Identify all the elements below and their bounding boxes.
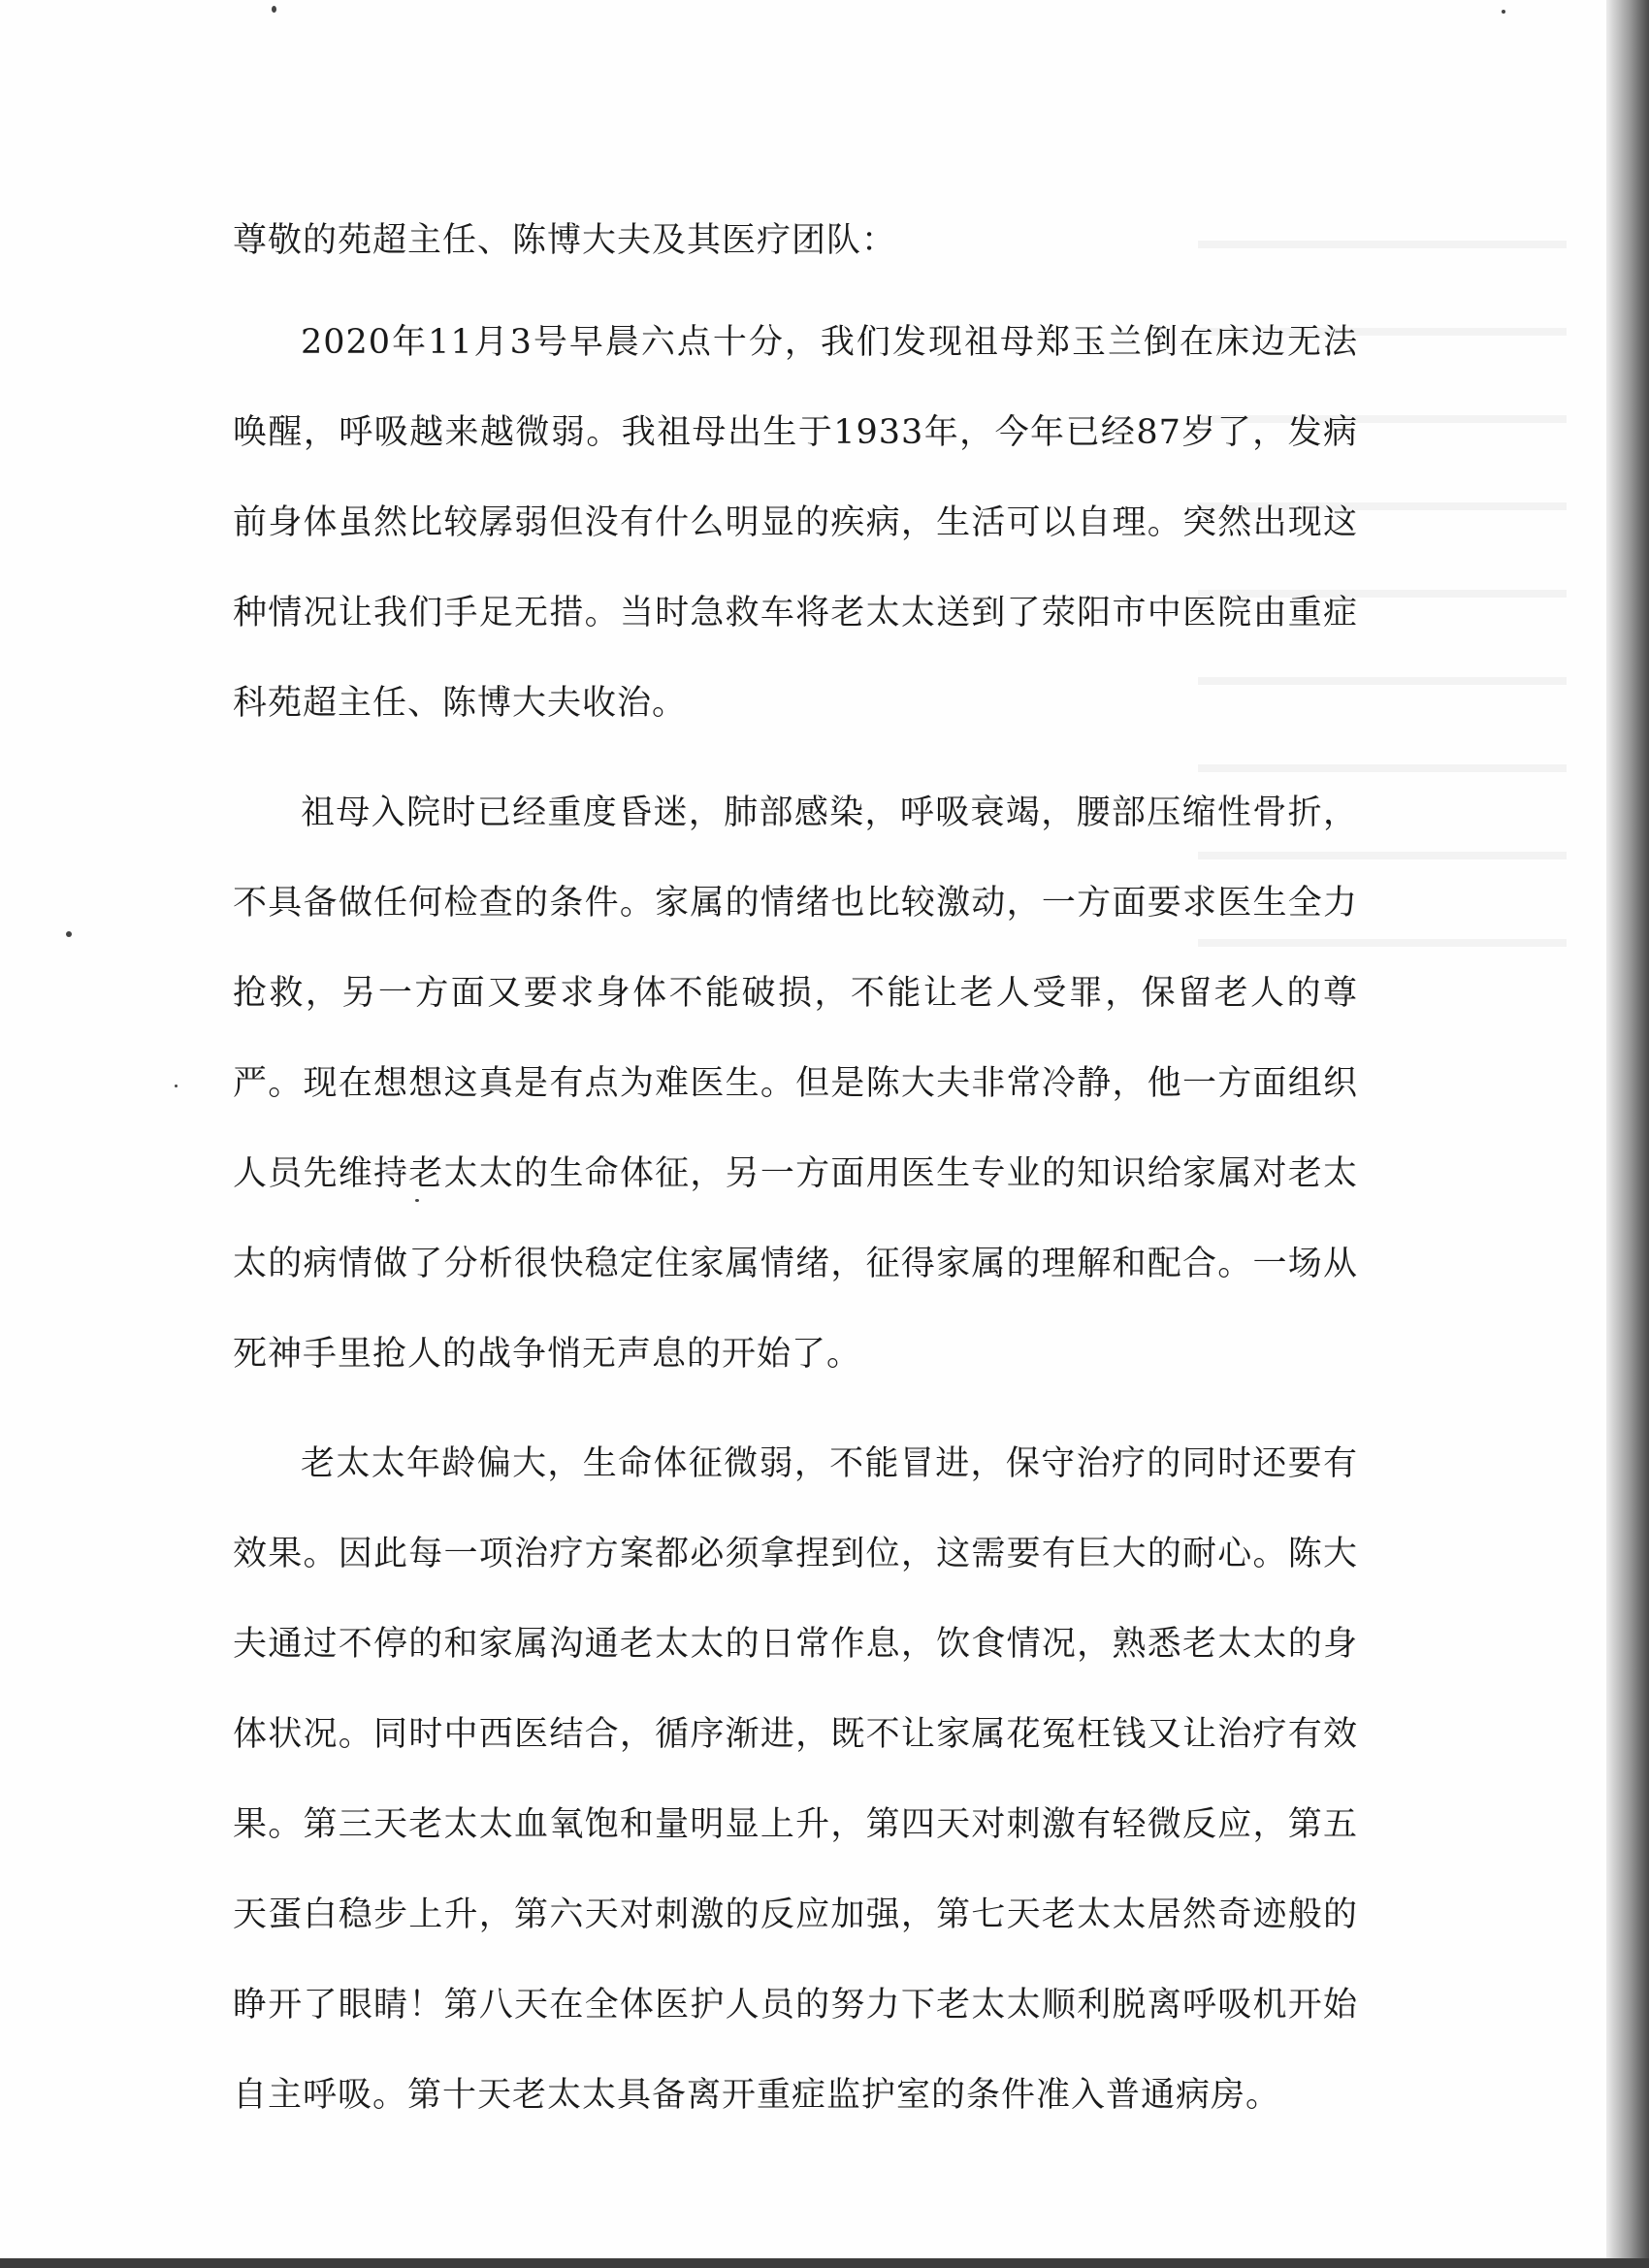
letter-salutation: 尊敬的苑超主任、陈博大夫及其医疗团队：	[233, 221, 897, 260]
scan-right-edge	[1606, 0, 1649, 2268]
scan-speck	[1502, 10, 1505, 14]
letter-paragraph-2: 祖母入院时已经重度昏迷，肺部感染，呼吸衰竭，腰部压缩性骨折，不具备做任何检查的条件。家属的情绪也比较激动，一方面要求医生全力抢救，另一方面又要求身体不能破损，不能让老人受罪，保留老人的尊严。现在想想这真是有点为难医生。但是陈大夫非常冷静，他一方面组织人员先维持老太太的生命体征，另一方面用医生专业的知识给家属对老太太的病情做了分析很快稳定住家属情绪，征得家属的理解和配合。一场从死神手里抢人的战争悄无声息的开始了。	[233, 794, 1358, 1374]
letter-paragraph-1: 2020年11月3号早晨六点十分，我们发现祖母郑玉兰倒在床边无法唤醒，呼吸越来越微弱。我祖母出生于1933年，今年已经87岁了，发病前身体虽然比较孱弱但没有什么明显的疾病，生活可以自理。突然出现这种情况让我们手足无措。当时急救车将老太太送到了荥阳市中医院由重症科苑超主任、陈博大夫收治。	[233, 323, 1358, 723]
scan-speck	[272, 6, 276, 13]
scan-speck	[66, 931, 72, 937]
scan-bottom-edge	[0, 2258, 1649, 2268]
letter-body	[233, 211, 1358, 2141]
letter-paragraph-3: 老太太年龄偏大，生命体征微弱，不能冒进，保守治疗的同时还要有效果。因此每一项治疗方案都必须拿捏到位，这需要有巨大的耐心。陈大夫通过不停的和家属沟通老太太的日常作息，饮食情况，熟悉老太太的身体状况。同时中西医结合，循序渐进，既不让家属花冤枉钱又让治疗有效果。第三天老太太血氧饱和量明显上升，第四天对刺激有轻微反应，第五天蛋白稳步上升，第六天对刺激的反应加强，第七天老太太居然奇迹般的睁开了眼睛！第八天在全体医护人员的努力下老太太顺利脱离呼吸机开始自主呼吸。第十天老太太具备离开重症监护室的条件准入普通病房。	[233, 1444, 1358, 2115]
scan-speck	[175, 1085, 178, 1087]
